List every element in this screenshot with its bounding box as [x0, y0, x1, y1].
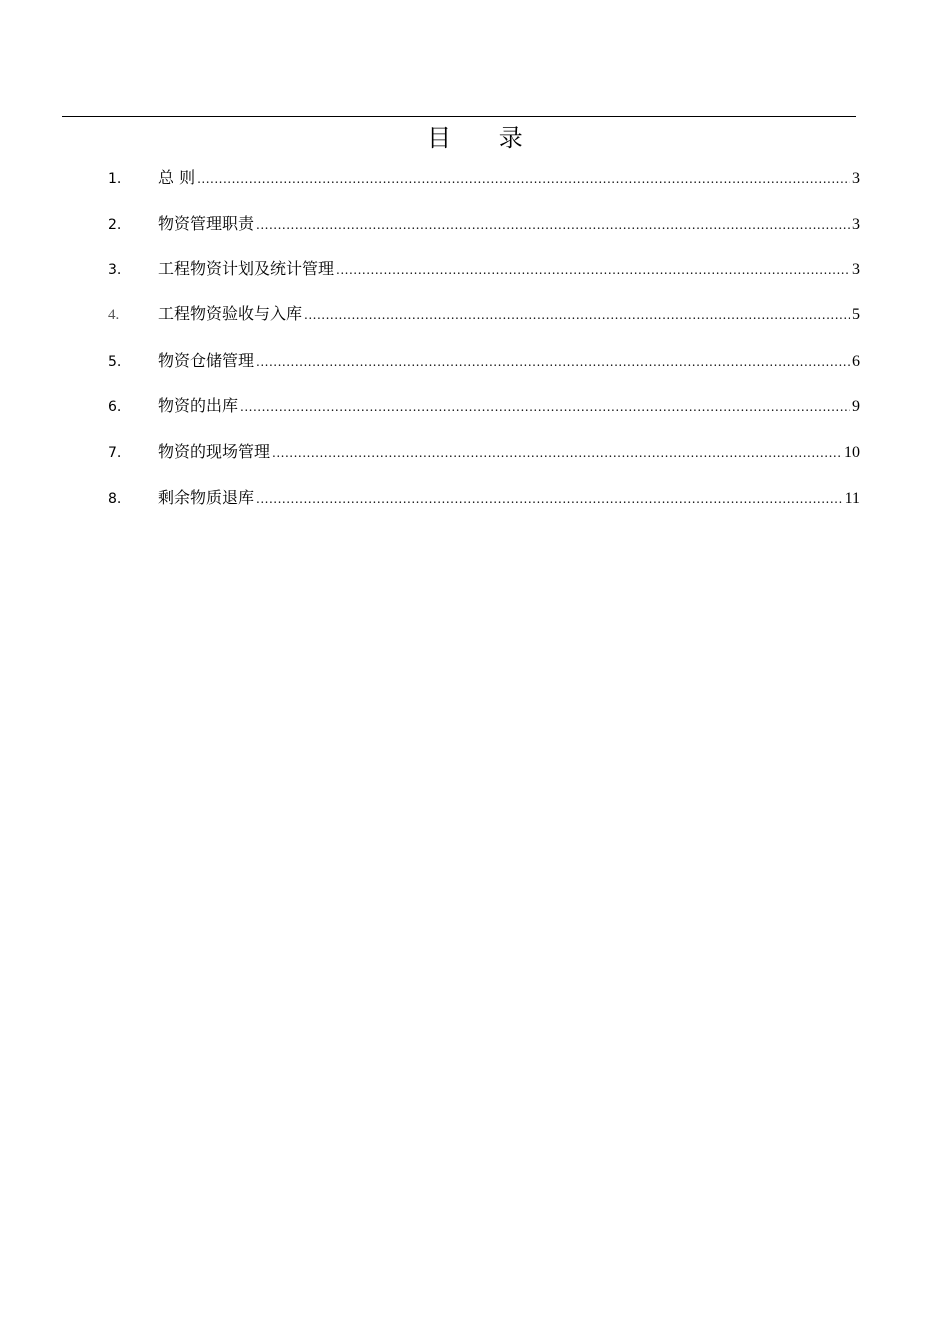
toc-entry-title: 物资仓储管理	[158, 350, 255, 370]
toc-entry-page: 11	[844, 489, 860, 507]
toc-dot-leader	[240, 395, 850, 419]
toc-entry-number: 5.	[108, 353, 122, 370]
toc-entry[interactable]	[108, 394, 860, 440]
toc-entry[interactable]	[108, 257, 860, 303]
toc-entry-page: 3	[852, 261, 860, 279]
toc-entry-title: 物资的出库	[158, 396, 239, 416]
toc-dot-leader	[304, 303, 850, 327]
toc-entry-title: 工程物资验收与入库	[158, 306, 303, 324]
toc-entry-page: 3	[852, 215, 860, 233]
header-rule	[62, 116, 856, 117]
toc-entry-title: 物资的现场管理	[158, 442, 271, 462]
toc-entry-number: 8.	[108, 490, 122, 507]
toc-entry-page: 5	[852, 306, 860, 324]
toc-entry-number: 2.	[108, 216, 122, 233]
toc-dot-leader	[197, 167, 850, 191]
toc-entry-title: 工程物资计划及统计管理	[158, 259, 335, 279]
toc-entry-page: 6	[852, 352, 860, 370]
toc-entry[interactable]	[108, 212, 860, 258]
page-title: 目 录	[427, 124, 543, 152]
toc-entry-number: 6.	[108, 399, 122, 416]
toc-entry-page: 10	[844, 444, 860, 462]
toc-dot-leader	[256, 213, 850, 237]
toc-entry-title: 总 则	[158, 168, 196, 187]
toc-entry-number: 1.	[108, 171, 122, 187]
toc-entry[interactable]	[108, 349, 860, 395]
table-of-contents	[108, 166, 860, 532]
toc-entry-title: 物资管理职责	[158, 213, 255, 233]
toc-entry-page: 9	[852, 398, 860, 416]
toc-entry-number: 3.	[108, 262, 122, 279]
toc-dot-leader	[256, 487, 843, 511]
toc-entry-number: 4.	[108, 307, 120, 324]
toc-dot-leader	[256, 350, 850, 374]
toc-dot-leader	[336, 258, 850, 282]
toc-entry[interactable]	[108, 303, 860, 349]
toc-entry[interactable]	[108, 486, 860, 532]
toc-entry[interactable]	[108, 166, 860, 212]
toc-dot-leader	[272, 441, 842, 465]
toc-entry-page: 3	[852, 170, 860, 187]
toc-entry-title: 剩余物质退库	[158, 487, 255, 507]
toc-entry[interactable]	[108, 440, 860, 486]
toc-entry-number: 7.	[108, 445, 122, 462]
